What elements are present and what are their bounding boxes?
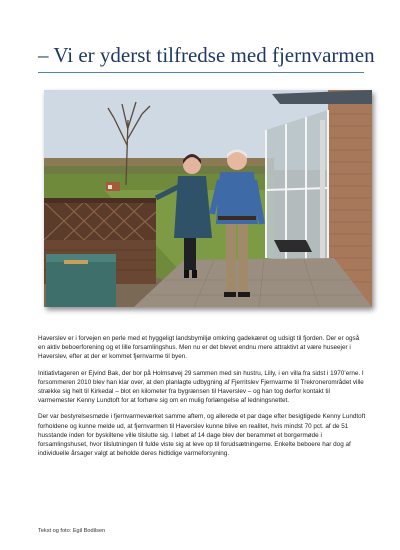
- headline-rule: [38, 72, 364, 73]
- article-headline: – Vi er yderst tilfredse med fjernvarmen: [38, 43, 375, 67]
- article-photo: [44, 90, 372, 307]
- paragraph-board-meeting: Der var bestyrelsesmøde i fjernvarmeværket samme aftem, og allerede et par dage efter besigtigede Kenny Lundtoft forholdene og kunne melde ud, at fjernvarmen til Haverslev kunne blive en realitet, hvis mindst 70 pct. af de 51 husstande inden for byskiltene ville tilslutte sig. I løbet af 14 dage blev der berammet et borgermøde i forsamlingshuset, hvor tilslutningen til fulde viste sig at leve op til forudsætningerne. Enkelte beboere har dog af individuelle årsager valgt at beholde deres hidtidige varmeforsyning.: [38, 413, 366, 458]
- article-body: [38, 334, 368, 465]
- photo-credit: Tekst og foto: Egil Bodilsen: [38, 528, 106, 534]
- paragraph-intro: Haverslev er i forvejen en perle med et hyggeligt landsbymiljø omkring gadekæret og udsigt til fjorden. Der er også en aktiv beboerforening og et lille forsamlingshus. Men nu er det blevet endnu mere attraktivt at være huseejer i Haverslev, efter at der er kommet fjernvarme til byen.: [38, 335, 360, 361]
- paragraph-initiator: Initiativtageren er Ejvind Bak, der bor på Holmsøvej 29 sammen med sin hustru, Lilly, i en villa fra sidst i 1970’erne. I forsommeren 2010 blev han klar over, at den planlagte udbygning af Fjerritslev Fjernvarme til Trekronerområdet ville strække sig helt til Kirkedal – blot en kilometer fra bygrænsen til Haverslev – og han tog derfor kontakt til varmemester Kenny Lundtoft for at forhøre sig om en mulig forlængelse af ledningsnettet.: [38, 369, 364, 405]
